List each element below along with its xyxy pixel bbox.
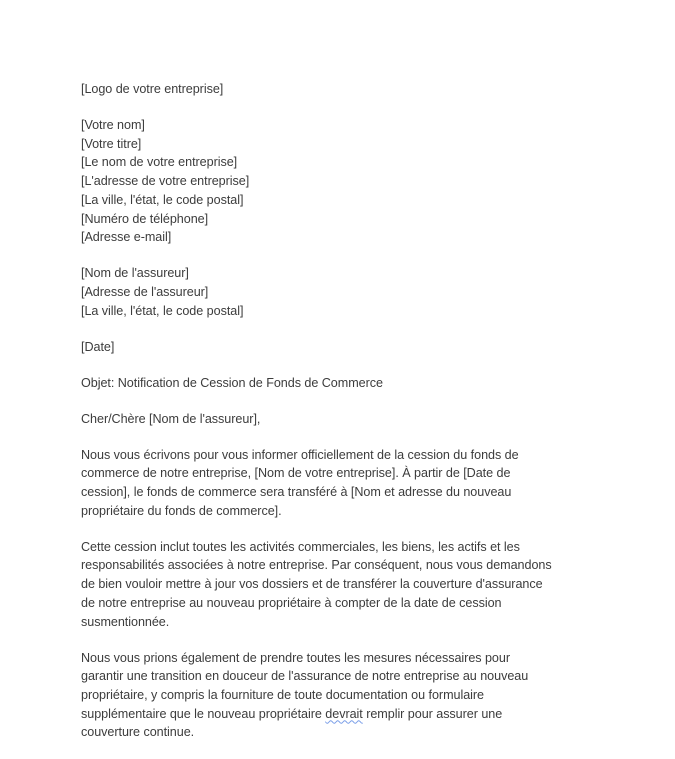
logo-block [81, 80, 601, 99]
letter-date: [Date] [81, 339, 115, 354]
sender-name: [Votre nom] [81, 118, 145, 132]
paragraph-line: Nous vous écrivons pour vous informer officiellement de la cession du fonds de [81, 447, 519, 462]
paragraph-line: de notre entreprise au nouveau propriétaire à compter de la date de cession [81, 595, 502, 610]
spellcheck-flagged-word[interactable]: devrait [325, 706, 363, 721]
sender-email: [Adresse e-mail] [81, 230, 172, 245]
paragraph-line: couverture continue. [81, 725, 195, 740]
letter-subject: Objet: Notification de Cession de Fonds de Commerce [81, 375, 383, 390]
paragraph-line: commerce de notre entreprise, [Nom de votre entreprise]. À partir de [Date de [81, 466, 511, 481]
paragraph-line: cession], le fonds de commerce sera transféré à [Nom et adresse du nouveau [81, 485, 512, 500]
salutation-block [81, 410, 601, 429]
paragraph-line [81, 705, 601, 724]
paragraph-line: responsabilités associées à notre entreprise. Par conséquent, nous vous demandons [81, 558, 552, 573]
recipient-city-state-zip: [La ville, l'état, le code postal] [81, 303, 244, 318]
sender-block [81, 116, 601, 247]
sender-city-state-zip: [La ville, l'état, le code postal] [81, 192, 244, 207]
paragraph-line: garantir une transition en douceur de l'assurance de notre entreprise au nouveau [81, 669, 529, 684]
line-text-before: supplémentaire que le nouveau propriétaire [81, 706, 326, 721]
letter-body[interactable] [81, 80, 601, 759]
paragraph-line: susmentionnée. [81, 614, 170, 629]
logo-placeholder: [Logo de votre entreprise] [81, 82, 224, 96]
paragraph-2 [81, 538, 601, 632]
paragraph-line: Nous vous prions également de prendre toutes les mesures nécessaires pour [81, 650, 510, 665]
line-text-after: remplir pour assurer une [362, 706, 503, 721]
paragraph-line: de bien vouloir mettre à jour vos dossiers et de transférer la couverture d'assurance [81, 577, 543, 592]
paragraph-line: propriétaire du fonds de commerce]. [81, 503, 282, 518]
sender-address: [L'adresse de votre entreprise] [81, 174, 250, 189]
subject-block [81, 374, 601, 393]
paragraph-1 [81, 446, 601, 521]
paragraph-3 [81, 649, 601, 743]
sender-phone: [Numéro de téléphone] [81, 211, 209, 226]
recipient-name: [Nom de l'assureur] [81, 266, 189, 281]
recipient-address: [Adresse de l'assureur] [81, 284, 209, 299]
letter-salutation: Cher/Chère [Nom de l'assureur], [81, 411, 261, 426]
paragraph-line: Cette cession inclut toutes les activités commerciales, les biens, les actifs et les [81, 539, 520, 554]
paragraph-line: propriétaire, y compris la fourniture de toute documentation ou formulaire [81, 687, 485, 702]
sender-company: [Le nom de votre entreprise] [81, 155, 238, 170]
sender-title: [Votre titre] [81, 136, 142, 151]
recipient-block [81, 264, 601, 320]
date-block [81, 338, 601, 357]
